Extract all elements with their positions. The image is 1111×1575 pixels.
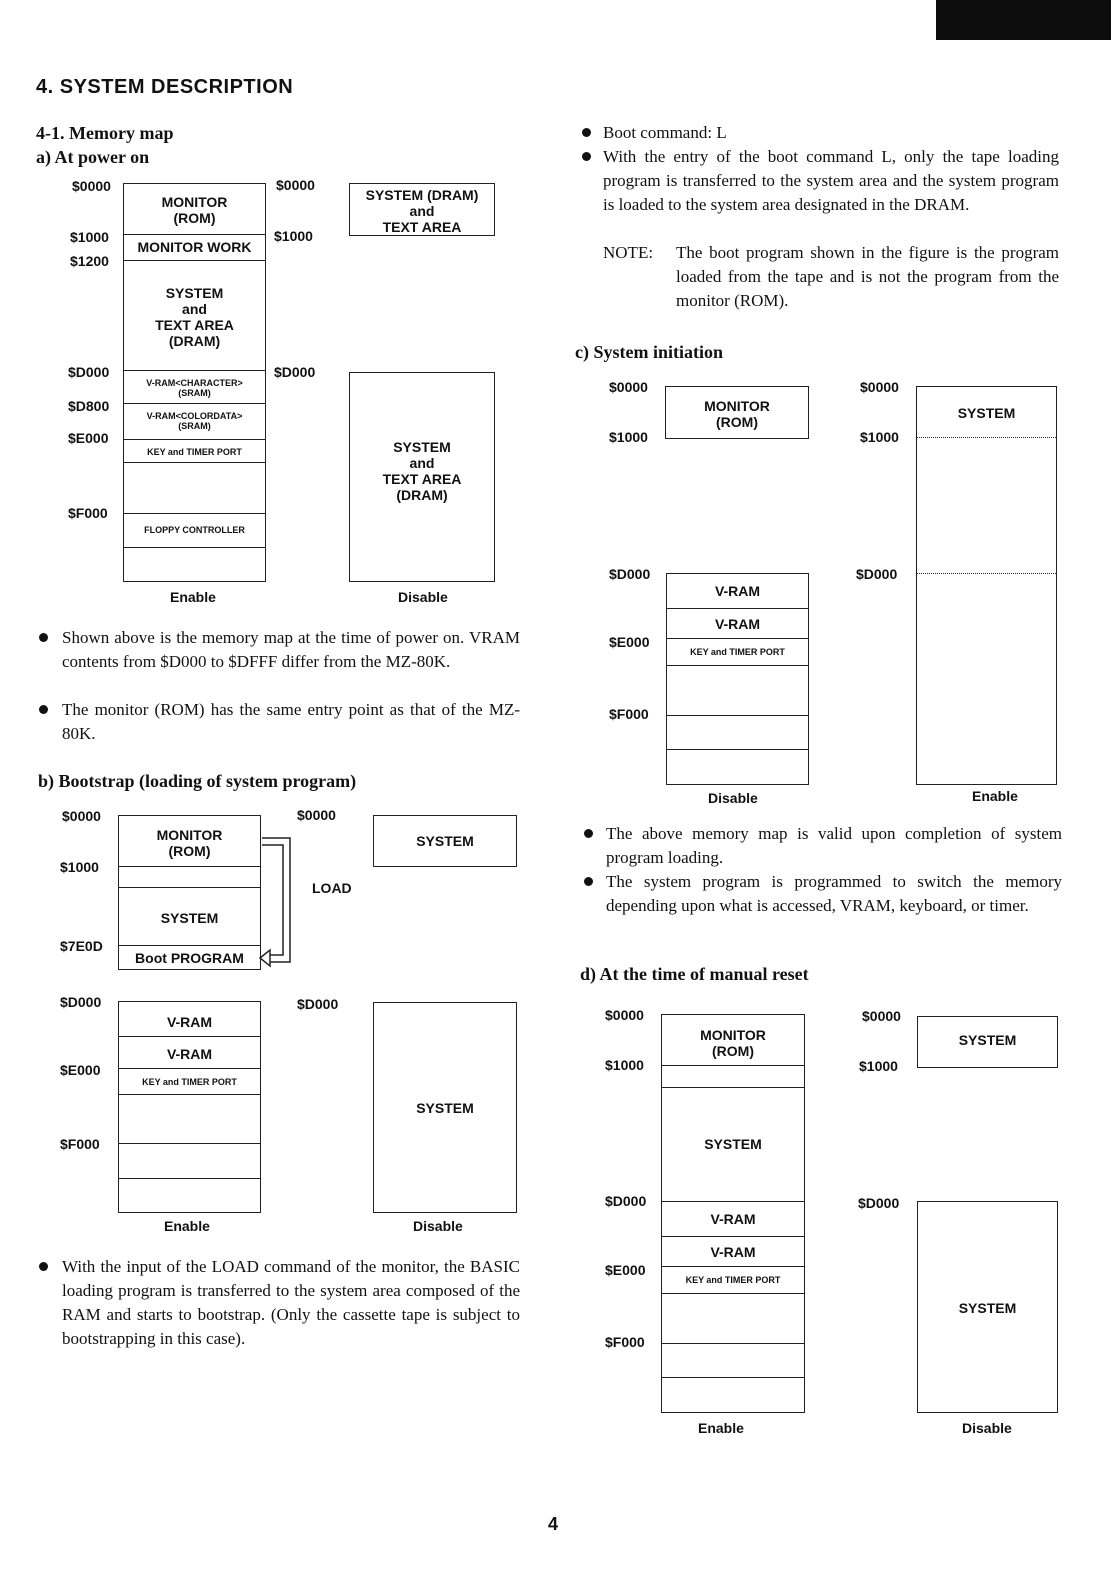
addr-d-e000: $E000 [605, 1262, 646, 1278]
addr-b-7e0d: $7E0D [60, 938, 103, 954]
addr-d-0000: $0000 [605, 1007, 644, 1023]
map-d-left-upper [661, 1014, 805, 1202]
addr-b-1000: $1000 [60, 859, 99, 875]
block-boot-program: Boot PROGRAM [135, 950, 244, 966]
block-key-timer-port: KEY and TIMER PORT [142, 1077, 237, 1087]
bullet-dot [582, 152, 591, 161]
note-text: The boot program shown in the figure is the program loaded from the tape and is not the program from the monitor (ROM). [676, 243, 1059, 310]
bullet-dot [39, 1262, 48, 1271]
bullet-c-2: The system program is programmed to switch the memory depending upon what is accessed, VRAM, keyboard, or timer. [606, 872, 1062, 915]
addr-a-dis-0000: $0000 [276, 177, 315, 193]
addr-d-r-d000: $D000 [858, 1195, 900, 1211]
block-monitor-rom: MONITOR (ROM) [700, 1027, 766, 1059]
addr-a-e000: $E000 [68, 430, 109, 446]
caption-c-enable: Enable [972, 788, 1018, 804]
boot-description: With the entry of the boot command L, only the tape loading program is transferred to the system area and the system program is loaded to the system area designated in the DRAM. [603, 147, 1059, 214]
addr-a-d800: $D800 [68, 398, 110, 414]
block-monitor-work: MONITOR WORK [137, 239, 252, 255]
load-label: LOAD [312, 880, 352, 896]
addr-a-f000: $F000 [68, 505, 108, 521]
bullet-dot [582, 128, 591, 137]
addr-c-f000: $F000 [609, 706, 649, 722]
addr-b-0000: $0000 [62, 808, 101, 824]
corner-black-bar [936, 0, 1111, 40]
heading-a: a) At power on [36, 147, 150, 167]
block-system-dram-text: SYSTEM (DRAM) and TEXT AREA [365, 187, 479, 235]
addr-a-dis-1000: $1000 [274, 228, 313, 244]
block-monitor-rom: MONITOR (ROM) [704, 398, 770, 430]
map-d-right-top [917, 1016, 1058, 1068]
addr-a-d000: $D000 [68, 364, 110, 380]
block-vram: V-RAM [714, 616, 761, 632]
caption-d-disable: Disable [962, 1420, 1012, 1436]
caption-a-enable: Enable [170, 589, 216, 605]
addr-d-1000: $1000 [605, 1057, 644, 1073]
map-c-left-top [665, 386, 809, 439]
caption-b-disable: Disable [413, 1218, 463, 1234]
bullet-dot [39, 705, 48, 714]
addr-b-f000: $F000 [60, 1136, 100, 1152]
bullet-dot [584, 877, 593, 886]
addr-b-dis-d000: $D000 [297, 996, 339, 1012]
addr-a-1200: $1200 [70, 253, 109, 269]
block-vram-character: V-RAM<CHARACTER> (SRAM) [146, 378, 243, 398]
block-monitor-rom: MONITOR (ROM) [156, 827, 223, 859]
bullet-a-2: The monitor (ROM) has the same entry point as that of the MZ-80K. [62, 700, 520, 743]
caption-b-enable: Enable [164, 1218, 210, 1234]
addr-c-1000: $1000 [609, 429, 648, 445]
bullet-dot [584, 829, 593, 838]
block-vram: V-RAM [710, 1211, 756, 1227]
block-vram-colordata: V-RAM<COLORDATA> (SRAM) [146, 411, 243, 431]
addr-a-dis-d000: $D000 [274, 364, 316, 380]
map-d-left-lower [661, 1201, 805, 1413]
boot-command: Boot command: L [603, 123, 727, 142]
addr-b-e000: $E000 [60, 1062, 101, 1078]
addr-d-d000: $D000 [605, 1193, 647, 1209]
map-a-disable-top [349, 183, 495, 236]
map-b-enable-upper [118, 815, 261, 970]
block-system: SYSTEM [416, 833, 474, 849]
addr-b-d000: $D000 [60, 994, 102, 1010]
note-label: NOTE: [603, 243, 654, 262]
block-system: SYSTEM [957, 405, 1016, 421]
map-d-right-bottom [917, 1201, 1058, 1413]
caption-c-disable: Disable [708, 790, 758, 806]
caption-d-enable: Enable [698, 1420, 744, 1436]
block-key-timer-port: KEY and TIMER PORT [147, 447, 242, 457]
bullet-b-1: With the input of the LOAD command of the monitor, the BASIC loading program is transferred to the system area composed of the RAM and starts to bootstrap. (Only the cassette tape is subject to bootstrapping in this case). [62, 1257, 520, 1348]
section-title: 4. SYSTEM DESCRIPTION [36, 76, 294, 98]
map-b-disable-bottom [373, 1002, 517, 1213]
addr-c-d000: $D000 [609, 566, 651, 582]
addr-d-r-1000: $1000 [859, 1058, 898, 1074]
addr-c-r-d000: $D000 [856, 566, 898, 582]
map-c-left-bottom [666, 573, 809, 785]
subsection-title: 4-1. Memory map [36, 123, 174, 143]
addr-c-r-1000: $1000 [860, 429, 899, 445]
addr-a-1000: $1000 [70, 229, 109, 245]
addr-c-r-0000: $0000 [860, 379, 899, 395]
block-system: SYSTEM [160, 910, 219, 926]
block-vram: V-RAM [714, 583, 761, 599]
block-system: SYSTEM [704, 1136, 762, 1152]
block-vram: V-RAM [166, 1014, 213, 1030]
heading-b: b) Bootstrap (loading of system program) [38, 771, 357, 791]
page-number: 4 [548, 1514, 559, 1534]
block-vram: V-RAM [710, 1244, 756, 1260]
map-b-enable-lower [118, 1001, 261, 1213]
addr-c-0000: $0000 [609, 379, 648, 395]
block-monitor-rom: MONITOR (ROM) [161, 194, 228, 226]
addr-d-r-0000: $0000 [862, 1008, 901, 1024]
block-key-timer-port: KEY and TIMER PORT [690, 647, 785, 657]
block-system: SYSTEM [416, 1100, 474, 1116]
block-system: SYSTEM [958, 1300, 1017, 1316]
addr-d-f000: $F000 [605, 1334, 645, 1350]
caption-a-disable: Disable [398, 589, 448, 605]
addr-a-0000: $0000 [72, 178, 111, 194]
block-system-text-dram: SYSTEM and TEXT AREA (DRAM) [155, 285, 234, 349]
addr-b-dis-0000: $0000 [297, 807, 336, 823]
heading-c: c) System initiation [575, 342, 723, 362]
bullet-a-1: Shown above is the memory map at the time of power on. VRAM contents from $D000 to $DFFF differ from the MZ-80K. [62, 628, 520, 671]
map-a-disable-bottom [349, 372, 495, 582]
block-system: SYSTEM [958, 1032, 1017, 1048]
bullet-c-1: The above memory map is valid upon completion of system program loading. [606, 824, 1062, 867]
map-c-right [916, 386, 1057, 785]
addr-c-e000: $E000 [609, 634, 650, 650]
map-a-enable-lower [123, 370, 266, 582]
block-vram: V-RAM [166, 1046, 213, 1062]
bullet-dot [39, 633, 48, 642]
block-system-text-dram-disable: SYSTEM and TEXT AREA (DRAM) [382, 439, 462, 503]
block-key-timer-port: KEY and TIMER PORT [685, 1275, 781, 1285]
block-floppy-controller: FLOPPY CONTROLLER [144, 525, 245, 535]
map-b-disable-top [373, 815, 517, 867]
heading-d: d) At the time of manual reset [580, 964, 809, 984]
map-a-enable-upper [123, 183, 266, 371]
load-arrow-icon [258, 830, 298, 970]
